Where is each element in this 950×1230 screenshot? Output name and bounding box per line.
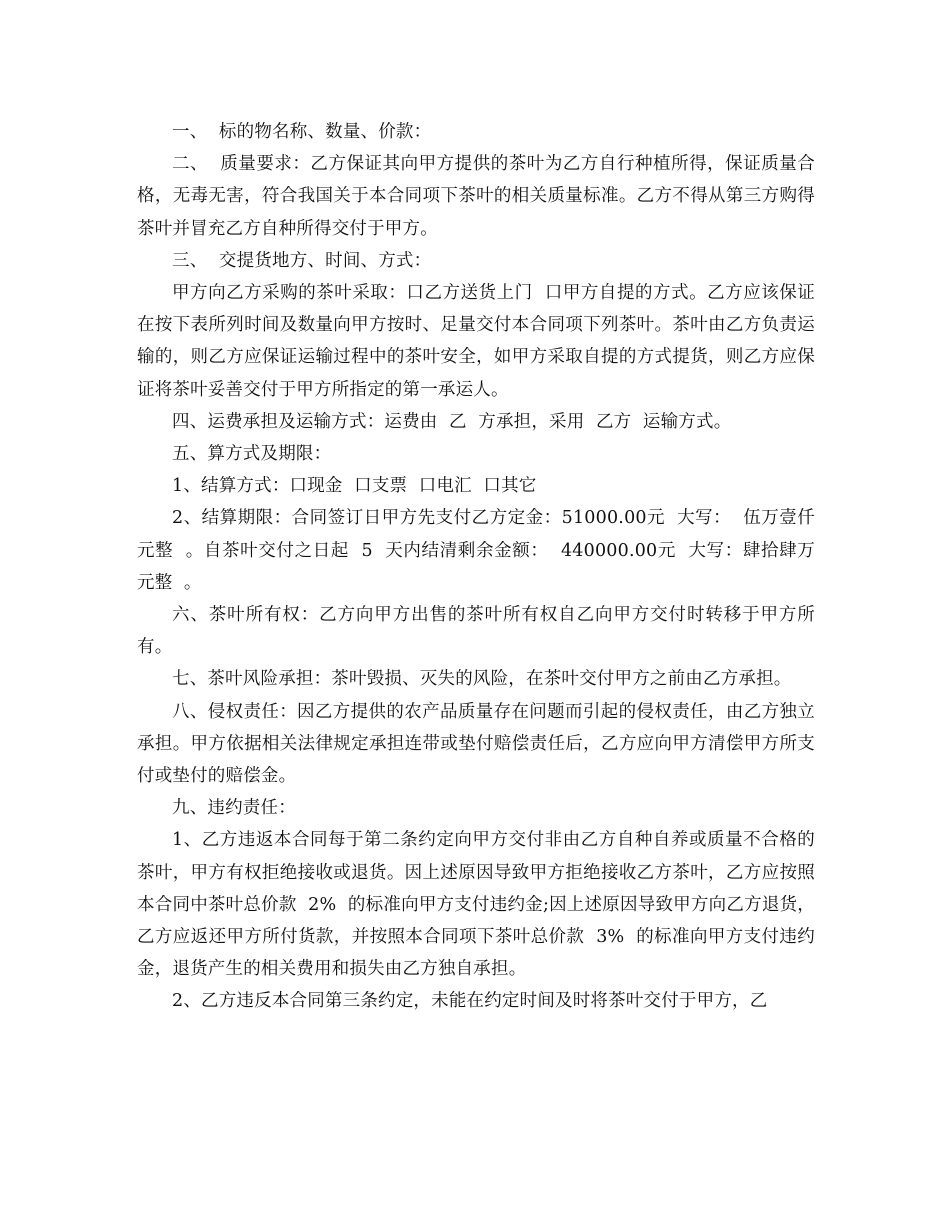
clause-5-heading: 五、算方式及期限：: [172, 444, 332, 465]
clause-1-heading: 一、 标的物名称、数量、价款：: [172, 122, 432, 142]
clause-3-delivery-method: 甲方向乙方采购的茶叶采取：口乙方送货上门 口甲方自提的方式。乙方应该保证在按下表所列时间及数量向甲方按时、足量交付本合同项下列茶叶。茶叶由乙方负责运输的，则乙方应保证运输过程中的茶叶安全，如甲方采取自提的方式提货，则乙方应保证将茶叶妥善交付于甲方所指定的第一承运人。: [137, 283, 815, 400]
clause-4-freight: 四、运费承担及运输方式：运费由 乙 方承担，采用 乙方 运输方式。: [172, 411, 732, 432]
clause-6-ownership: 六、茶叶所有权：乙方向甲方出售的茶叶所有权自乙向甲方交付时转移于甲方所有。: [137, 605, 815, 658]
clause-5-payment-term: 2、结算期限：合同签订日甲方先支付乙方定金：51000.00元 大写： 伍万壹仟元整 。自茶叶交付之日起 5 天内结清剩余金额： 440000.00元 大写：肆拾肆万元整 。: [137, 508, 815, 593]
contract-body: [137, 116, 815, 1018]
clause-7-risk: 七、茶叶风险承担：茶叶毁损、灭失的风险，在茶叶交付甲方之前由乙方承担。: [172, 669, 792, 690]
clause-3-heading: 三、 交提货地方、时间、方式：: [172, 250, 432, 271]
clause-8-tort-liability: 八、侵权责任：因乙方提供的农产品质量存在问题而引起的侵权责任，由乙方独立承担。甲方依据相关法律规定承担连带或垫付赔偿责任后，乙方应向甲方清偿甲方所支付或垫付的赔偿金。: [137, 701, 815, 787]
clause-9-item-1: 1、乙方违返本合同每于第二条约定向甲方交付非由乙方自种自养或质量不合格的茶叶，甲方有权拒绝接收或退货。因上述原因导致甲方拒绝接收乙方茶叶，乙方应按照本合同中茶叶总价款 2% 的标准向甲方支付违约金;因上述原因导致甲方向乙方退货，乙方应返还甲方所付货款，并按照本合同项下茶叶总价款 3% 的标准向甲方支付违约金，退货产生的相关费用和损失由乙方独自承担。: [137, 830, 815, 980]
clause-2-quality-requirements: 二、 质量要求：乙方保证其向甲方提供的茶叶为乙方自行种植所得，保证质量合格，无毒无害，符合我国关于本合同项下茶叶的相关质量标准。乙方不得从第三方购得茶叶并冒充乙方自种所得交付于甲方。: [137, 154, 815, 239]
clause-9-item-2: 2、乙方违反本合同第三条约定，未能在约定时间及时将茶叶交付于甲方，乙: [172, 991, 768, 1012]
clause-5-payment-method: 1、结算方式：口现金 口支票 口电汇 口其它: [172, 476, 537, 497]
clause-9-heading: 九、违约责任：: [172, 798, 296, 819]
